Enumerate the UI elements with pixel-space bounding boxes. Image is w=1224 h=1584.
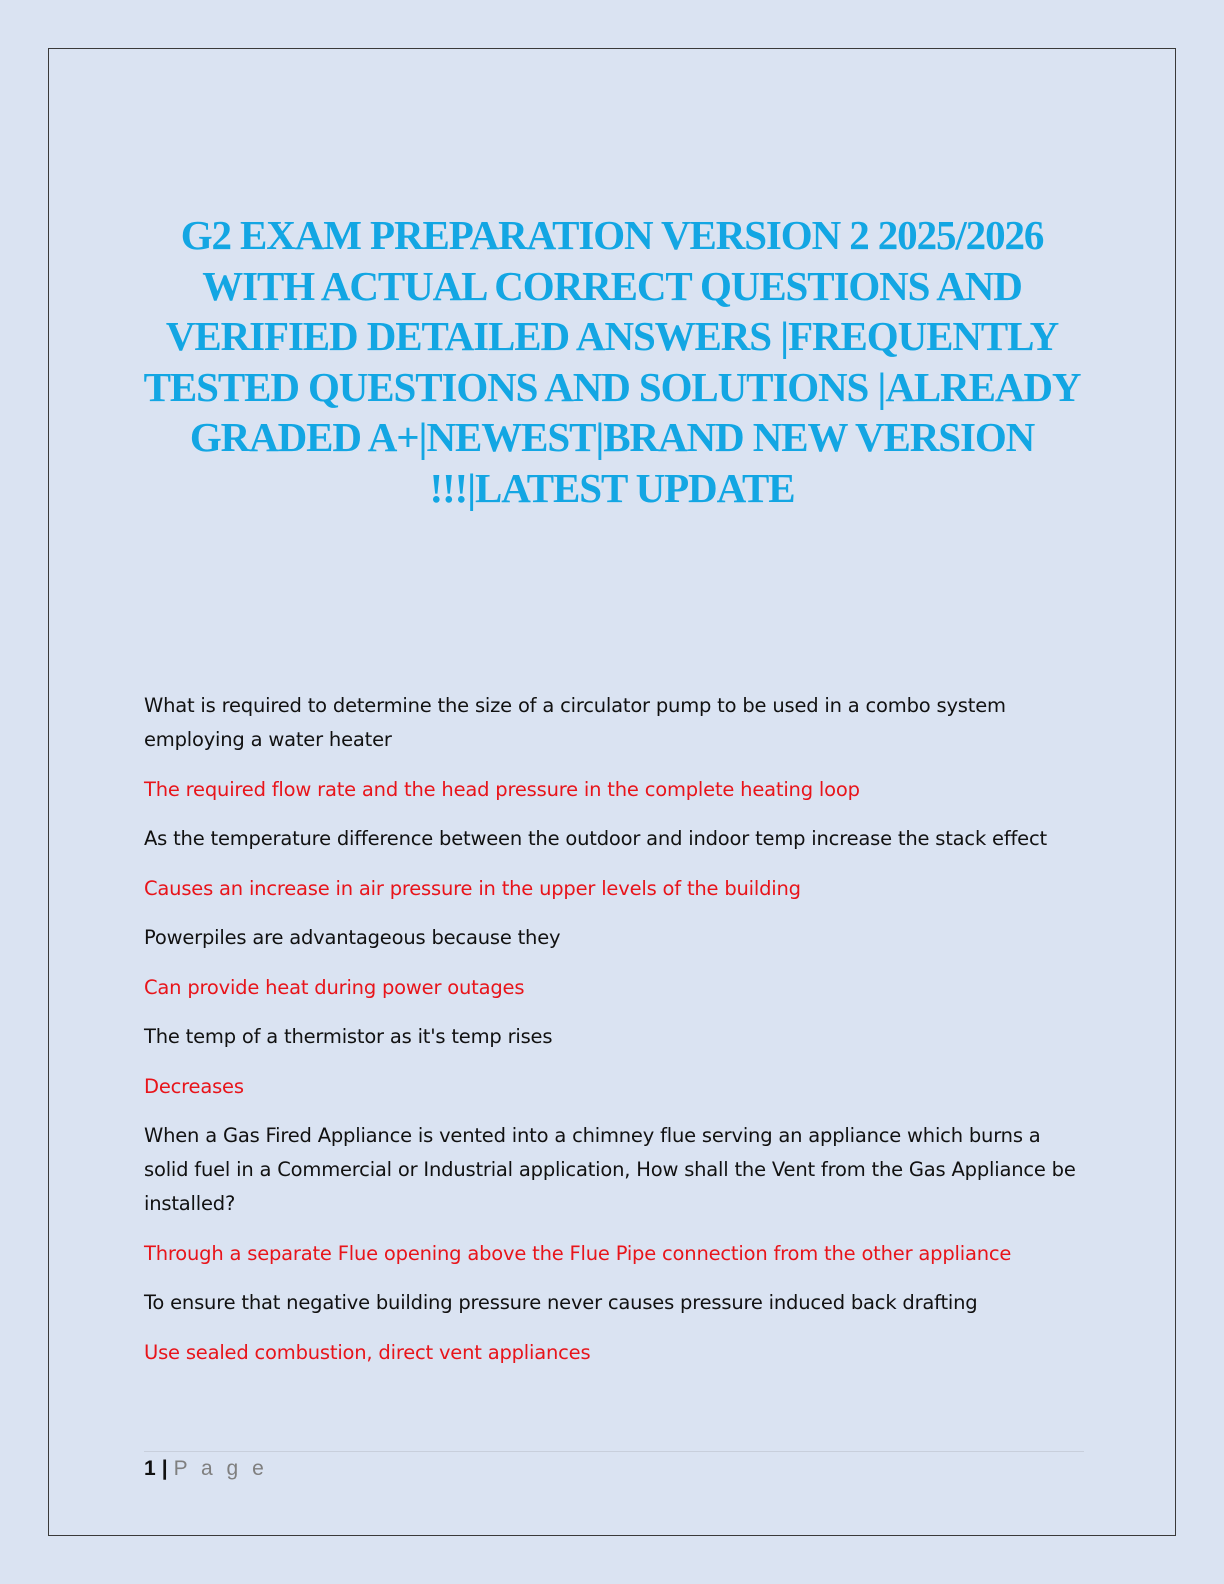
page-number: 1	[144, 1457, 156, 1480]
question-4: The temp of a thermistor as it's temp rises	[144, 1025, 553, 1048]
answer-6: Use sealed combustion, direct vent appliances	[144, 1340, 591, 1364]
question-1: What is required to determine the size of a circulator pump to be used in a combo system employing a water heater	[144, 694, 1006, 751]
question-2: As the temperature difference between the outdoor and indoor temp increase the stack effect	[144, 827, 1047, 850]
footer-separator: |	[161, 1457, 168, 1480]
answer-2: Causes an increase in air pressure in the upper levels of the building	[144, 876, 801, 900]
answer-3: Can provide heat during power outages	[144, 975, 525, 999]
answer-4: Decreases	[144, 1074, 244, 1098]
footer-divider	[144, 1451, 1084, 1452]
question-3: Powerpiles are advantageous because they	[144, 926, 561, 949]
page-label: P a g e	[173, 1457, 268, 1480]
answer-5: Through a separate Flue opening above the Flue Pipe connection from the other appliance	[144, 1241, 1012, 1265]
document-title: G2 EXAM PREPARATION VERSION 2 2025/2026 WITH ACTUAL CORRECT QUESTIONS AND VERIFIED DETAILED ANSWERS |FREQUENTLY TESTED QUESTIONS AND SOLUTIONS |ALREADY GRADED A+|NEWEST|BRAND NEW VERSION !!!|LATEST UPDATE	[143, 212, 1081, 511]
page-footer	[144, 1456, 268, 1482]
question-6: To ensure that negative building pressure never causes pressure induced back drafting	[144, 1291, 978, 1314]
qa-list	[144, 689, 1084, 1385]
answer-1: The required flow rate and the head pressure in the complete heating loop	[144, 777, 860, 801]
question-5: When a Gas Fired Appliance is vented into a chimney flue serving an appliance which burns a solid fuel in a Commercial or Industrial application, How shall the Vent from the Gas Appliance be installed?	[144, 1124, 1076, 1215]
